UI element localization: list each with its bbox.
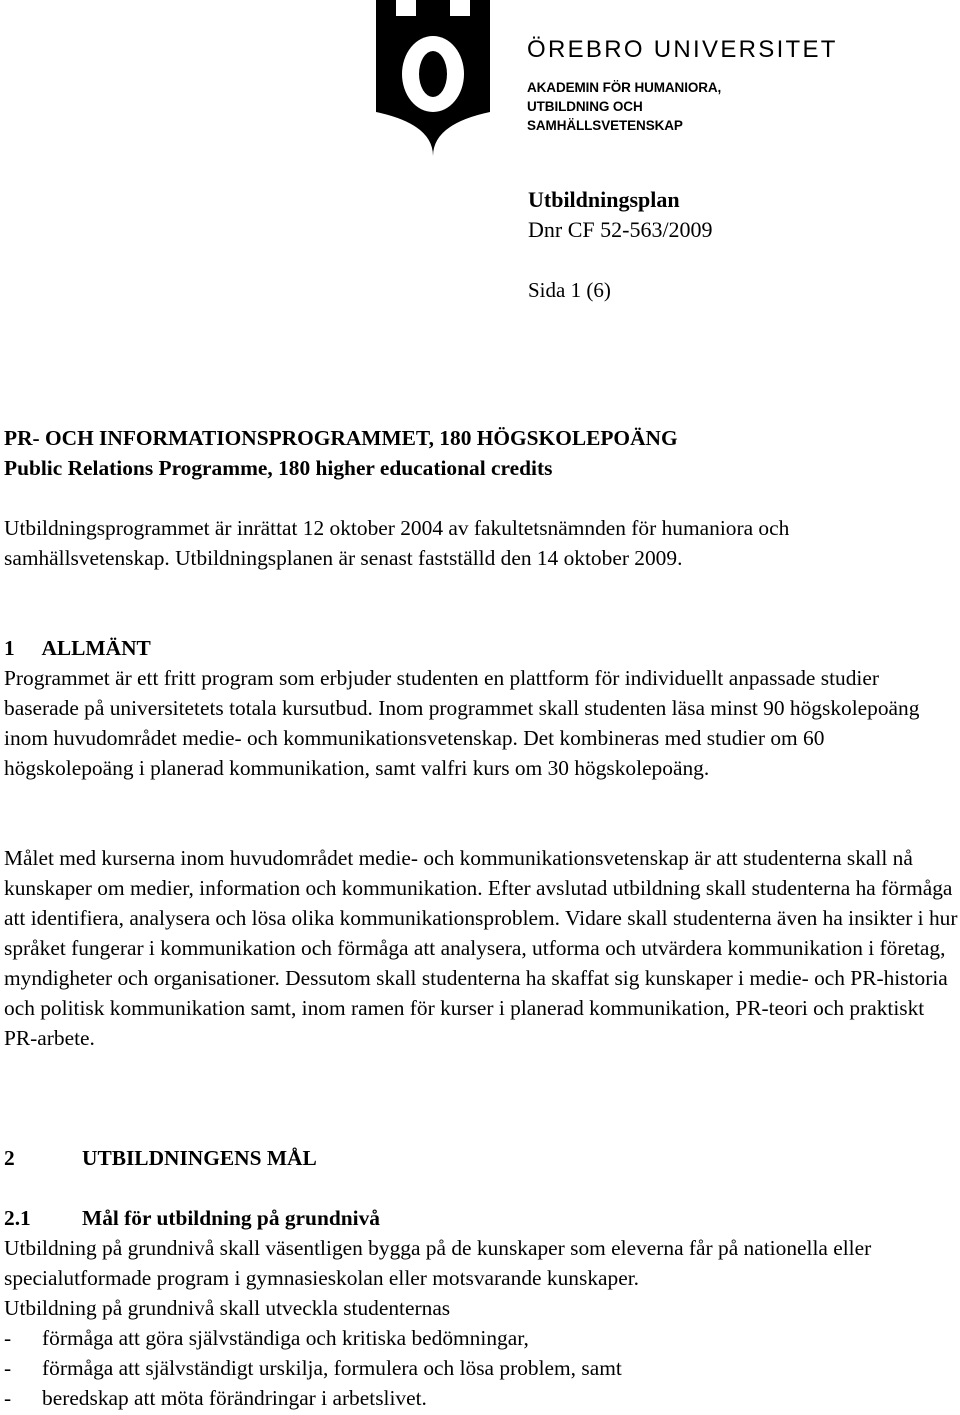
subsection-number: 2.1 — [4, 1206, 31, 1230]
section-title: UTBILDNINGENS MÅL — [82, 1146, 317, 1170]
registration-number: Dnr CF 52-563/2009 — [528, 217, 713, 242]
university-logo-shield — [376, 0, 490, 156]
section-heading — [4, 1143, 959, 1173]
list-intro: Utbildning på grundnivå skall utveckla studenternas — [4, 1296, 451, 1320]
program-title-en: Public Relations Programme, 180 higher educational credits — [4, 456, 553, 480]
establishment-paragraph: Utbildningsprogrammet är inrättat 12 oktober 2004 av fakultetsnämnden för humaniora och samhällsvetenskap. Utbildningsplanen är senast fastställd den 14 oktober 2009. — [4, 516, 790, 570]
section-heading — [4, 633, 959, 663]
goals-list — [4, 1323, 959, 1413]
section-general — [4, 633, 959, 783]
academy-name — [527, 78, 721, 135]
academy-line: AKADEMIN FÖR HUMANIORA, — [527, 80, 722, 95]
subsection-title: Mål för utbildning på grundnivå — [82, 1206, 380, 1230]
establishment-text — [4, 513, 959, 573]
section-general-goals — [4, 843, 959, 1053]
section-paragraph: Målet med kurserna inom huvudområdet medie- och kommunikationsvetenskap är att studenterna skall nå kunskaper om medier, information och kommunikation. Efter avslutad utbildning skall studenterna ha förmåga att identifiera, analysera och lösa olika kommunikationsproblem. Vidare skall studenterna även ha insikter i hur språket fungerar i kommunikation och förmåga att analysera, utforma och utvärdera kommunikation i företag, myndigheter och organisationer. Dessutom skall studenterna ha skaffat sig kunskaper i medie- och PR-historia och politisk kommunikation samt, inom ramen för kurser i planerad kommunikation, PR-teori och praktiskt PR-arbete. — [4, 846, 958, 1050]
section-title: ALLMÄNT — [41, 636, 151, 660]
university-name: ÖREBRO UNIVERSITET — [527, 36, 838, 63]
document-type: Utbildningsplan — [528, 187, 680, 212]
section-number: 1 — [4, 636, 15, 660]
section-paragraph: Programmet är ett fritt program som erbjuder studenten en plattform för individuellt anpassade studier baserade på universitetets totala kursutbud. Inom programmet skall studenten läsa minst 90 högskolepoäng inom huvudområdet medie- och kommunikationsvetenskap. Det kombineras med studier om 60 högskolepoäng i planerad kommunikation, samt valfri kurs om 30 högskolepoäng. — [4, 666, 920, 780]
academy-line: SAMHÄLLSVETENSKAP — [527, 118, 683, 133]
subsection-heading — [4, 1203, 959, 1233]
academy-line: UTBILDNING OCH — [527, 99, 643, 114]
program-title-sv: PR- OCH INFORMATIONSPROGRAMMET, 180 HÖGSKOLEPOÄNG — [4, 426, 678, 450]
subsection-paragraph: Utbildning på grundnivå skall väsentligen bygga på de kunskaper som eleverna får på nationella eller specialutformade program i gymnasieskolan eller motsvarande kunskaper. — [4, 1236, 872, 1290]
list-item: - förmåga att självständigt urskilja, formulera och lösa problem, samt — [4, 1353, 959, 1383]
section-number: 2 — [4, 1146, 15, 1170]
list-item: - beredskap att möta förändringar i arbetslivet. — [4, 1383, 959, 1413]
subsection-basic-level — [4, 1203, 959, 1413]
list-item: - förmåga att göra självständiga och kritiska bedömningar, — [4, 1323, 959, 1353]
program-title-block — [4, 423, 959, 483]
page-indicator: Sida 1 (6) — [528, 278, 611, 302]
section-goals — [4, 1143, 959, 1173]
